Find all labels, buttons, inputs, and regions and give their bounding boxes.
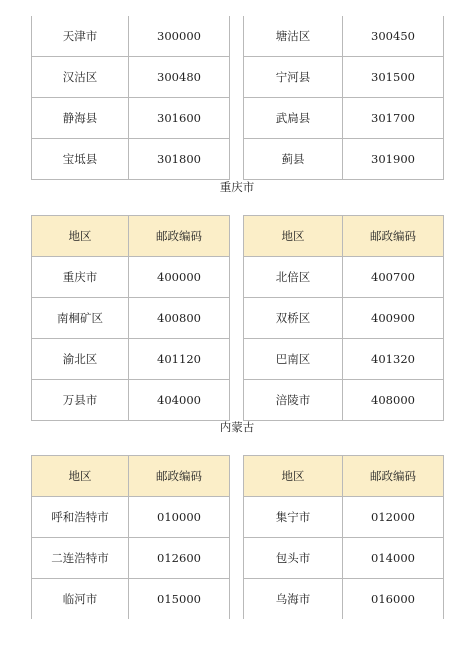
- region-header: 地区: [32, 456, 129, 497]
- postcode-cell: 300480: [129, 57, 230, 98]
- column-gap: [230, 98, 244, 139]
- table-row: [32, 16, 444, 57]
- column-gap: [230, 579, 244, 620]
- region-header: 地区: [244, 456, 343, 497]
- region-cell: 宝坻县: [32, 139, 129, 180]
- postcode-header: 邮政编码: [129, 216, 230, 257]
- postcode-cell: 012000: [343, 497, 444, 538]
- postcode-header: 邮政编码: [343, 216, 444, 257]
- region-cell: 包头市: [244, 538, 343, 579]
- column-gap: [230, 497, 244, 538]
- table-row: [32, 298, 444, 339]
- postcode-cell: 010000: [129, 497, 230, 538]
- column-gap: [230, 57, 244, 98]
- region-cell: 重庆市: [32, 257, 129, 298]
- region-cell: 渝北区: [32, 339, 129, 380]
- region-cell: 二连浩特市: [32, 538, 129, 579]
- postcode-cell: 400000: [129, 257, 230, 298]
- column-gap: [230, 139, 244, 180]
- region-cell: 塘沽区: [244, 16, 343, 57]
- postcode-cell: 015000: [129, 579, 230, 620]
- postcode-cell: 301700: [343, 98, 444, 139]
- postcode-header: 邮政编码: [343, 456, 444, 497]
- postcode-cell: 301500: [343, 57, 444, 98]
- region-cell: 南桐矿区: [32, 298, 129, 339]
- postcode-cell: 012600: [129, 538, 230, 579]
- postcode-cell: 014000: [343, 538, 444, 579]
- region-cell: 临河市: [32, 579, 129, 620]
- region-cell: 北倍区: [244, 257, 343, 298]
- postcode-header: 邮政编码: [129, 456, 230, 497]
- region-cell: 万县市: [32, 380, 129, 421]
- table-row: [32, 380, 444, 421]
- region-cell: 巴南区: [244, 339, 343, 380]
- region-cell: 呼和浩特市: [32, 497, 129, 538]
- section-title-chongqing: 重庆市: [219, 180, 255, 194]
- column-gap: [230, 380, 244, 421]
- postcode-cell: 301900: [343, 139, 444, 180]
- region-header: 地区: [244, 216, 343, 257]
- table-row: [32, 538, 444, 579]
- table-header-row: [32, 216, 444, 257]
- postcode-cell: 400700: [343, 257, 444, 298]
- column-gap: [230, 216, 244, 257]
- region-cell: 乌海市: [244, 579, 343, 620]
- table-row: [32, 257, 444, 298]
- table-row: [32, 98, 444, 139]
- tianjin-postcode-table: [31, 16, 444, 180]
- column-gap: [230, 298, 244, 339]
- region-cell: 武扃县: [244, 98, 343, 139]
- postcode-cell: 300450: [343, 16, 444, 57]
- postcode-cell: 408000: [343, 380, 444, 421]
- region-cell: 静海县: [32, 98, 129, 139]
- column-gap: [230, 456, 244, 497]
- column-gap: [230, 339, 244, 380]
- table-row: [32, 339, 444, 380]
- postcode-cell: 400900: [343, 298, 444, 339]
- table-row: [32, 139, 444, 180]
- region-cell: 宁河县: [244, 57, 343, 98]
- region-cell: 涪陵市: [244, 380, 343, 421]
- postcode-cell: 400800: [129, 298, 230, 339]
- region-cell: 蓟县: [244, 139, 343, 180]
- section-title-neimenggu: 内蒙古: [219, 420, 255, 434]
- column-gap: [230, 538, 244, 579]
- postcode-cell: 401120: [129, 339, 230, 380]
- region-cell: 集宁市: [244, 497, 343, 538]
- postcode-cell: 404000: [129, 380, 230, 421]
- region-cell: 天津市: [32, 16, 129, 57]
- postcode-cell: 401320: [343, 339, 444, 380]
- table-row: [32, 579, 444, 620]
- region-header: 地区: [32, 216, 129, 257]
- region-cell: 汉沽区: [32, 57, 129, 98]
- postcode-cell: 301600: [129, 98, 230, 139]
- neimenggu-postcode-table: [31, 455, 444, 619]
- postcode-cell: 300000: [129, 16, 230, 57]
- postcode-cell: 016000: [343, 579, 444, 620]
- table-row: [32, 57, 444, 98]
- chongqing-postcode-table: [31, 215, 444, 421]
- postcode-cell: 301800: [129, 139, 230, 180]
- table-header-row: [32, 456, 444, 497]
- region-cell: 双桥区: [244, 298, 343, 339]
- column-gap: [230, 16, 244, 57]
- column-gap: [230, 257, 244, 298]
- table-row: [32, 497, 444, 538]
